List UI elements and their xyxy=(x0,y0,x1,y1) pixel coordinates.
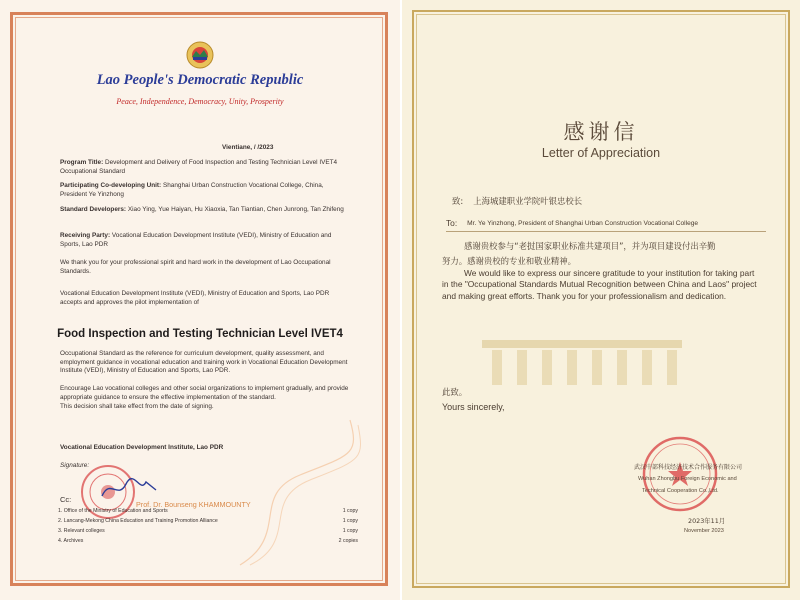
receiving-text: Vocational Education Development Institute (VEDI), Ministry of Education and Sports, Lao PDR xyxy=(60,232,332,248)
org-en-line-1: Wuhan Zhongbu Foreign Economic and xyxy=(638,476,737,482)
to-cn-text: 上海城建职业学院叶银忠校长 xyxy=(473,196,583,206)
co-unit-text: Shanghai Urban Construction Vocational College, China, President Ye Yinzhong xyxy=(60,182,324,198)
receiving-label: Receiving Party: xyxy=(60,232,111,239)
body-paragraph-3: This decision shall take effect from the date of signing. xyxy=(60,403,214,410)
appreciation-letter xyxy=(402,0,800,600)
cc-item-qty: 1 copy xyxy=(342,528,358,534)
date-cn: 2023年11月 xyxy=(688,517,726,525)
body-paragraph-2: Encourage Lao vocational colleges and other social organizations to implement gradually, and provide appropriate guidance to ensure the effective implementation of the standard. xyxy=(60,385,349,401)
body-en: We would like to express our sincere gratitude to your institution for taking part in the "Occupational Standards Mutual Recognition between China and Laos" project and making great efforts. Thank you for your professionalism and dedication. xyxy=(442,268,757,301)
cc-item-name: 1. Office of the Ministry of Education and Sports xyxy=(58,508,168,514)
motto: Peace, Independence, Democracy, Unity, Prosperity xyxy=(116,97,284,106)
country-title: Lao People's Democratic Republic xyxy=(96,72,304,88)
company-seal-icon xyxy=(640,434,720,514)
to-cn-label: 致: xyxy=(452,196,464,206)
issuer: Vocational Education Development Institute, Lao PDR xyxy=(60,444,224,451)
letter-title-cn: 感谢信 xyxy=(563,120,639,144)
signature-label: Signature: xyxy=(60,462,90,469)
handwritten-signature-icon xyxy=(100,476,160,502)
co-unit-label: Participating Co-developing Unit: xyxy=(60,182,162,189)
recipient-cn xyxy=(452,195,582,207)
lao-emblem-icon xyxy=(183,40,217,70)
body-cn-line-1: 感谢贵校参与“老挝国家职业标准共建项目”，并为项目建设付出辛勤 xyxy=(464,241,716,251)
date-line: Vientiane, / /2023 xyxy=(222,144,274,151)
program-title-label: Program Title: xyxy=(60,159,104,166)
cc-item-qty: 2 copies xyxy=(338,538,358,544)
standard-heading: Food Inspection and Testing Technician Level IVET4 xyxy=(57,328,343,340)
developers-label: Standard Developers: xyxy=(60,206,127,213)
decorative-swirl-icon xyxy=(230,415,370,575)
developers xyxy=(60,206,350,215)
org-en-line-2: Technical Cooperation Co.,Ltd. xyxy=(642,488,719,494)
cc-item-name: 2. Lancang-Mekong China Education and Training Promotion Alliance xyxy=(58,518,218,524)
program-title xyxy=(60,159,350,176)
closing-cn: 此致。 xyxy=(442,387,468,397)
cc-item-name: 3. Relevant colleges xyxy=(58,528,105,534)
to-en-label: To: xyxy=(446,218,458,228)
closing-en: Yours sincerely, xyxy=(442,402,505,412)
cc-label: Cc: xyxy=(60,495,72,504)
co-unit xyxy=(60,182,350,199)
signatory-name: Prof. Dr. Bounseng KHAMMOUNTY xyxy=(136,500,251,509)
cc-item-name: 4. Archives xyxy=(58,538,84,544)
org-cn: 武汉中部科技经济技术合作服务有限公司 xyxy=(634,464,743,471)
cc-item-qty: 1 copy xyxy=(342,508,358,514)
body-paragraph-1: Occupational Standard as the reference for curriculum development, quality assessment, and employment guidance in vocational education and training work in Vocational Education Development Institute (VEDI), Ministry of Education and Sports, Lao PDR. xyxy=(60,350,348,375)
date-en: November 2023 xyxy=(684,528,724,534)
developers-text: Xiao Ying, Yue Haiyan, Hu Xiaoxia, Tan Tiantian, Chen Junrong, Tan Zhifeng xyxy=(127,206,344,213)
to-en-text: Mr. Ye Yinzhong, President of Shanghai Urban Construction Vocational College xyxy=(467,220,699,227)
building-watermark-icon xyxy=(472,330,692,390)
letter-title-en: Letter of Appreciation xyxy=(541,146,661,160)
thanks-paragraph: We thank you for your professional spirit and hard work in the development of Lao Occupational Standards. xyxy=(60,259,331,275)
recipient-en xyxy=(446,218,766,232)
body-cn-line-2: 努力。感谢贵校的专业和敬业精神。 xyxy=(442,256,576,266)
program-title-text: Development and Delivery of Food Inspection and Testing Technician Level IVET4 Occupational Standard xyxy=(60,159,338,175)
cc-item-qty: 1 copy xyxy=(342,518,358,524)
approval-paragraph: Vocational Education Development Institute (VEDI), Ministry of Education and Sports, Lao PDR accepts and approves the pilot implementation of xyxy=(60,290,330,306)
receiving-party xyxy=(60,232,350,249)
